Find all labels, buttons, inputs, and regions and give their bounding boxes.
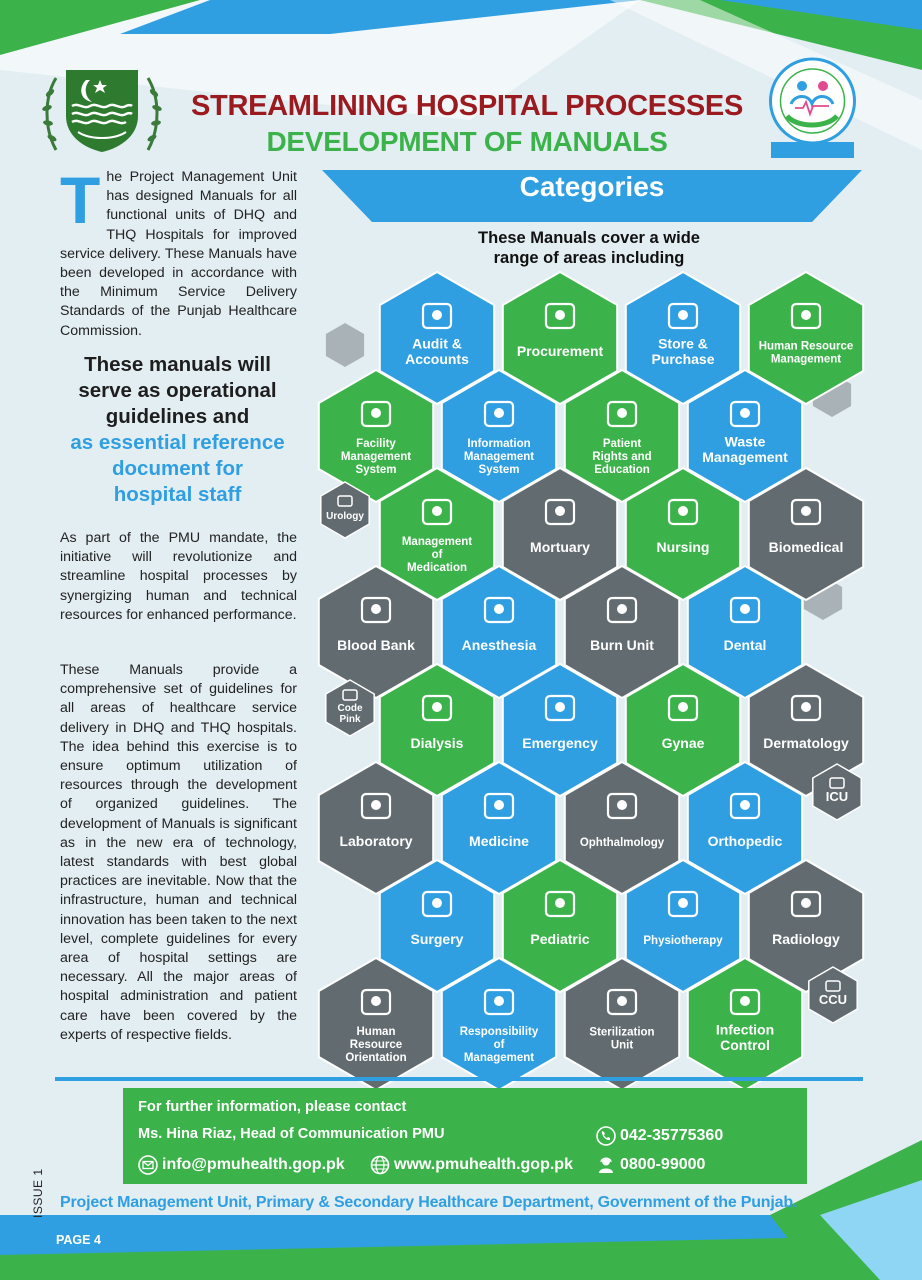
category-label: Resource	[349, 1039, 403, 1051]
highlight-line2: serve as operational	[78, 379, 277, 402]
category-label: Radiology	[772, 931, 840, 947]
category-label: Anesthesia	[461, 637, 537, 653]
section-divider	[55, 1077, 863, 1081]
category-label: Rights and	[592, 451, 652, 463]
category-label: Mortuary	[530, 539, 590, 555]
category-label: Physiotherapy	[643, 935, 723, 947]
contact-website[interactable]	[370, 1155, 573, 1175]
category-label: of	[431, 549, 443, 561]
category-label: Medicine	[469, 833, 529, 849]
category-label: CCU	[818, 992, 848, 1007]
category-label: Patient	[602, 438, 642, 450]
category-label: Surgery	[410, 931, 464, 947]
contact-phone-text: 042-35775360	[620, 1127, 724, 1144]
highlight-line1: These manuals will	[84, 353, 271, 376]
category-label: Dialysis	[410, 735, 464, 751]
category-label: Dental	[723, 637, 767, 653]
category-label: Emergency	[522, 735, 598, 751]
highlight-line3: guidelines and	[105, 405, 250, 428]
issue-label: ISSUE 1	[31, 1168, 45, 1218]
decor-hex	[326, 323, 364, 367]
category-label: Burn Unit	[590, 637, 654, 653]
category-label: Management	[770, 353, 842, 366]
category-label: Code	[337, 703, 363, 714]
footer-organization: Project Management Unit, Primary & Secondary Healthcare Department, Government of the Punjab.	[60, 1194, 798, 1211]
category-label: Urology	[326, 511, 364, 522]
highlight-line5: document for	[112, 457, 243, 480]
category-label: Unit	[610, 1039, 634, 1052]
contact-name: Ms. Hina Riaz, Head of Communication PMU	[138, 1126, 445, 1142]
contact-website-text: www.pmuhealth.gop.pk	[394, 1156, 573, 1173]
contact-email[interactable]	[138, 1155, 345, 1175]
category-label: Management	[340, 451, 412, 463]
body-paragraph-2: These Manuals provide a comprehensive set of guidelines for all areas of healthcare service delivery in DHQ and THQ hospitals. The idea behind this exercise is to ensure optimum utilization of resources through the development of organized guidelines. The development of Manuals is significant as in the new era of technology, latest standards with best global practices are inevitable. Now that the infrastructure, human and technical innovation has been taken to the next level, complete guidelines for every area of hospital settings are necessary. All the major areas of hospital administration and patient care have been covered by the experts of respective fields.	[60, 662, 297, 1043]
categories-subtitle-line1: These Manuals cover a wide	[478, 229, 700, 247]
category-label: Medication	[406, 562, 468, 574]
category-label: Laboratory	[339, 833, 413, 849]
drop-cap: T	[60, 163, 101, 237]
category-label: Pink	[339, 714, 361, 725]
category-label: Information	[467, 438, 531, 450]
highlight-line4: as essential reference	[70, 431, 285, 454]
category-label: Management	[702, 448, 788, 465]
category-label: Accounts	[405, 350, 469, 367]
category-label: Biomedical	[768, 539, 844, 555]
globe-icon	[370, 1155, 390, 1175]
page-number: PAGE 4	[56, 1233, 101, 1247]
contact-heading: For further information, please contact	[138, 1099, 407, 1115]
contact-phone[interactable]	[596, 1126, 723, 1146]
category-label: Facility	[356, 438, 396, 450]
category-label: Management	[401, 536, 473, 548]
category-label: Infection	[715, 1021, 775, 1038]
category-label: Human	[356, 1026, 396, 1038]
category-label: Orientation	[345, 1052, 407, 1064]
category-label: ICU	[825, 789, 849, 804]
category-label: Management	[463, 1052, 535, 1064]
category-label: Dermatology	[763, 735, 849, 751]
category-label: Responsibility	[459, 1026, 539, 1038]
category-label: Store &	[658, 335, 708, 352]
category-label: Waste	[724, 433, 766, 450]
contact-helpline-text: 0800-99000	[620, 1156, 706, 1173]
category-label: Orthopedic	[707, 833, 783, 849]
email-icon	[138, 1155, 158, 1175]
contact-email-text: info@pmuhealth.gop.pk	[162, 1156, 345, 1173]
helpline-icon	[596, 1155, 616, 1175]
category-label: Purchase	[651, 350, 715, 367]
page-title: STREAMLINING HOSPITAL PROCESSES	[191, 90, 743, 122]
categories-subtitle-line2: range of areas including	[493, 249, 685, 267]
category-label: Nursing	[656, 539, 710, 555]
category-label: Management	[463, 451, 535, 463]
intro-text: he Project Management Unit has designed Manuals for all functional units of DHQ and THQ Hospitals for improved service delivery. These Manuals have been developed in accordance with the Minimum Service Delivery Standards of the Punjab Healthcare Commission.	[60, 169, 297, 339]
categories-title: Categories	[519, 171, 665, 202]
category-label: Gynae	[661, 735, 705, 751]
body-paragraph-1: As part of the PMU mandate, the initiative will revolutionize and streamline hospital processes by synergizing human and technical resources for enhanced performance.	[60, 530, 297, 623]
category-label: Blood Bank	[337, 637, 415, 653]
contact-helpline[interactable]	[596, 1155, 705, 1175]
category-label: Education	[594, 464, 650, 476]
category-label: Human Resource	[758, 340, 854, 353]
phone-icon	[596, 1126, 616, 1146]
category-label: System	[478, 464, 520, 476]
category-label: Sterilization	[589, 1026, 655, 1039]
page-subtitle: DEVELOPMENT OF MANUALS	[266, 126, 668, 157]
category-label: of	[493, 1039, 505, 1051]
category-label: Control	[720, 1036, 770, 1053]
category-label: Pediatric	[530, 931, 590, 947]
highlight-line6: hospital staff	[113, 483, 242, 506]
category-label: Procurement	[516, 343, 604, 359]
category-label: Ophthalmology	[579, 837, 665, 849]
category-label: Audit &	[412, 335, 462, 352]
category-label: System	[355, 464, 397, 476]
